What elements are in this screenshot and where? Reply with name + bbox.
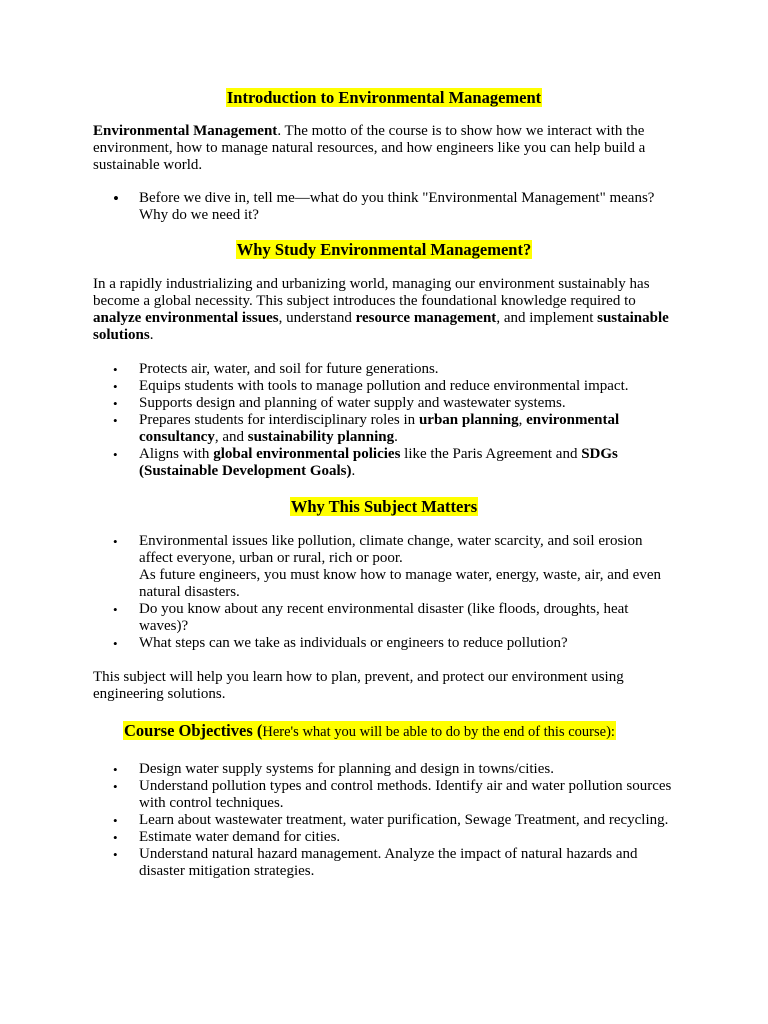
why-matters-closing: This subject will help you learn how to plan, prevent, and protect our environment using engineering solutions.: [93, 669, 624, 702]
list-item: [93, 778, 675, 812]
list-item-text: Design water supply systems for planning and design in towns/cities.: [139, 761, 554, 777]
list-item-text: Estimate water demand for cities.: [139, 829, 341, 845]
why-study-bold-3: sustainable solutions: [93, 310, 669, 343]
intro-heading: [93, 88, 675, 108]
objectives-heading-bold: Course Objectives (: [124, 721, 263, 740]
list-item-text: Aligns with: [139, 446, 214, 462]
intro-question-list: [93, 190, 675, 224]
bullet-icon: •: [113, 396, 118, 411]
list-item: [93, 395, 675, 412]
list-item-text: .: [351, 463, 356, 479]
intro-paragraph: [93, 123, 675, 174]
list-item: [93, 378, 675, 395]
list-item-bold: sustainability planning: [247, 429, 395, 445]
intro-heading-text: Introduction to Environmental Management: [226, 88, 542, 107]
list-item-continuation: As future engineers, you must know how to manage water, energy, waste, air, and even natural disasters.: [139, 567, 661, 600]
why-study-text-3: , and implement: [496, 310, 598, 326]
list-item-bold: environmental consultancy: [139, 412, 620, 445]
bullet-icon: •: [113, 413, 118, 428]
list-item-text: Prepares students for interdisciplinary roles in: [139, 412, 419, 428]
objectives-heading: [93, 721, 675, 742]
objectives-heading-normal: Here's what you will be able to do by the end of this course):: [262, 724, 615, 740]
why-study-text-2: , understand: [278, 310, 356, 326]
why-study-list: [93, 361, 675, 480]
list-item: [93, 412, 675, 446]
list-item: [93, 812, 675, 829]
list-item-bold: SDGs (Sustainable Development Goals): [139, 446, 618, 479]
list-item: [93, 846, 675, 880]
bullet-icon: •: [113, 189, 119, 208]
list-item-text: .: [394, 429, 398, 445]
list-item-text: What steps can we take as individuals or engineers to reduce pollution?: [139, 635, 568, 651]
bullet-icon: •: [113, 779, 118, 794]
intro-term: Environmental Management: [93, 123, 278, 139]
bullet-icon: •: [113, 447, 118, 462]
bullet-icon: •: [113, 762, 118, 777]
bullet-icon: •: [113, 830, 118, 845]
bullet-icon: •: [113, 602, 118, 617]
why-study-text-4: .: [149, 327, 154, 343]
list-item-text: Environmental issues like pollution, climate change, water scarcity, and soil erosion affect everyone, urban or rural, rich or poor.: [139, 533, 643, 566]
list-item-text: Supports design and planning of water supply and wastewater systems.: [139, 395, 566, 411]
why-matters-list: [93, 533, 675, 652]
list-item-text: , and: [214, 429, 248, 445]
list-item: [93, 190, 675, 224]
objectives-list: [93, 761, 675, 880]
list-item: [93, 533, 675, 601]
why-matters-heading: [93, 497, 675, 517]
list-item: [93, 761, 675, 778]
list-item-text: like the Paris Agreement and: [400, 446, 582, 462]
list-item-text: Learn about wastewater treatment, water purification, Sewage Treatment, and recycling.: [139, 812, 669, 828]
list-item-bold: global environmental policies: [213, 446, 401, 462]
list-item-bold: urban planning: [418, 412, 519, 428]
list-item-text: Equips students with tools to manage pollution and reduce environmental impact.: [139, 378, 629, 394]
list-item-text: ,: [518, 412, 527, 428]
why-study-heading: [93, 240, 675, 260]
why-study-bold-1: analyze environmental issues: [93, 310, 279, 326]
objectives-heading-highlight: [123, 721, 616, 740]
list-item: [93, 361, 675, 378]
list-item: [93, 829, 675, 846]
why-study-heading-text: Why Study Environmental Management?: [236, 240, 532, 259]
bullet-icon: •: [113, 636, 118, 651]
why-study-paragraph: [93, 276, 675, 344]
list-item-text: Do you know about any recent environmental disaster (like floods, droughts, heat waves)?: [139, 601, 629, 634]
bullet-icon: •: [113, 362, 118, 377]
bullet-icon: •: [113, 813, 118, 828]
why-study-bold-2: resource management: [355, 310, 497, 326]
list-item-text: Understand pollution types and control methods. Identify air and water pollution sources with control techniques.: [139, 778, 672, 811]
why-study-text-1: In a rapidly industrializing and urbanizing world, managing our environment sustainably has become a global necessity. This subject introduces the foundational knowledge required to: [93, 276, 650, 309]
list-item-text: Understand natural hazard management. Analyze the impact of natural hazards and disaster mitigation strategies.: [139, 846, 638, 879]
bullet-icon: •: [113, 847, 118, 862]
intro-paragraph-text: . The motto of the course is to show how we interact with the environment, how to manage natural resources, and how engineers like you can help build a sustainable world.: [93, 123, 646, 173]
why-matters-heading-text: Why This Subject Matters: [290, 497, 478, 516]
list-item: [93, 635, 675, 652]
list-item: [93, 601, 675, 635]
list-item-text: Protects air, water, and soil for future generations.: [139, 361, 439, 377]
bullet-icon: •: [113, 534, 118, 549]
bullet-icon: •: [113, 379, 118, 394]
intro-question-text: Before we dive in, tell me—what do you think "Environmental Management" means? Why do we need it?: [139, 190, 655, 223]
list-item: [93, 446, 675, 480]
